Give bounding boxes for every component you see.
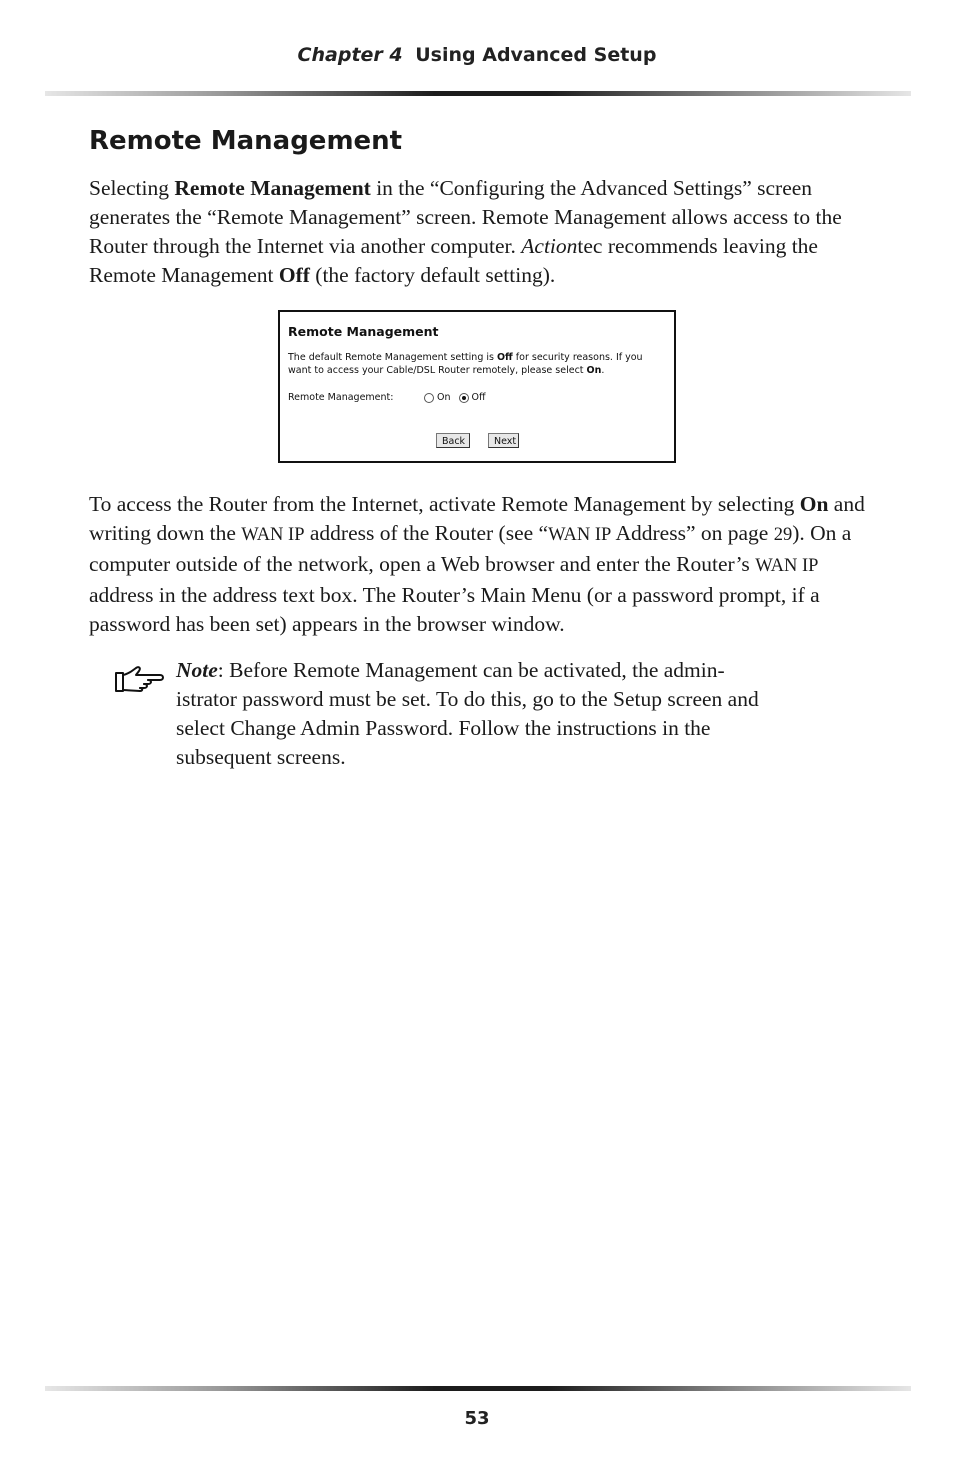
- field-label: Remote Management:: [288, 392, 394, 403]
- text-run: tec recommends leaving the Remote Management: [89, 234, 818, 287]
- next-button[interactable]: Next: [488, 433, 519, 448]
- smallcaps-run: WAN IP: [548, 525, 612, 545]
- bold-run: On: [799, 492, 829, 516]
- text-run: in the “Configuring the Advanced Settings” screen generates the “Remote Management” screen. Remote Management allows access to the Router through the Internet via another computer.: [89, 176, 842, 258]
- header-rule: [45, 91, 911, 96]
- radio-label: On: [437, 392, 451, 403]
- text-run: for security reasons. If you want to access your Cable/DSL Router remotely, please select: [288, 352, 643, 376]
- text-run: The default Remote Management setting is: [288, 352, 497, 363]
- smallcaps-run: WAN IP: [241, 525, 305, 545]
- pointing-hand-icon: [114, 664, 166, 694]
- text-run: .: [601, 364, 605, 376]
- text-run: To access the Router from the Internet, activate Remote Management by selecting: [89, 492, 800, 516]
- note-label: Note: [176, 658, 218, 682]
- chapter-label: Chapter 4: [297, 44, 403, 66]
- page-reference: 29: [773, 525, 793, 545]
- chapter-title: Using Advanced Setup: [415, 44, 657, 66]
- footer-rule: [45, 1386, 911, 1391]
- bold-run: Remote Management: [174, 176, 371, 200]
- bold-run: Off: [496, 352, 513, 363]
- bold-run: Off: [278, 263, 310, 287]
- running-header: [0, 44, 954, 66]
- text-run: address of the Router (see “: [304, 521, 549, 545]
- remote-management-screenshot: [278, 310, 676, 463]
- page-number: 53: [464, 1408, 490, 1429]
- note-text: : Before Remote Management can be activated, the admin-istrator password must be set. To do this, go to the Setup screen and select Change Admin Password. Follow the instructions in the subsequent screens.: [176, 658, 759, 769]
- note-paragraph: [176, 656, 776, 772]
- text-run: Address” on page: [611, 521, 774, 545]
- text-run: ). On a computer outside of the network, open a Web browser and enter the Router’s: [89, 521, 852, 576]
- radio-on[interactable]: [424, 392, 451, 403]
- text-run: Selecting: [89, 176, 175, 200]
- intro-paragraph: [89, 174, 869, 290]
- radio-off[interactable]: [459, 392, 486, 403]
- access-paragraph: [89, 490, 869, 639]
- remote-management-field: [288, 392, 494, 403]
- smallcaps-run: WAN IP: [755, 556, 819, 576]
- screenshot-description: [288, 352, 666, 377]
- text-run: (the factory default setting).: [309, 263, 556, 287]
- bold-run: On: [586, 364, 602, 376]
- screenshot-title: Remote Management: [288, 324, 439, 339]
- italic-run: Action: [521, 234, 578, 258]
- back-button[interactable]: Back: [436, 433, 470, 448]
- radio-label: Off: [471, 392, 486, 403]
- radio-unchecked-icon: [424, 393, 434, 403]
- text-run: address in the address text box. The Router’s Main Menu (or a password prompt, if a password has been set) appears in the browser window.: [89, 583, 820, 636]
- radio-checked-icon: [459, 393, 469, 403]
- section-title: Remote Management: [89, 126, 403, 156]
- text-run: and writing down the: [89, 492, 865, 545]
